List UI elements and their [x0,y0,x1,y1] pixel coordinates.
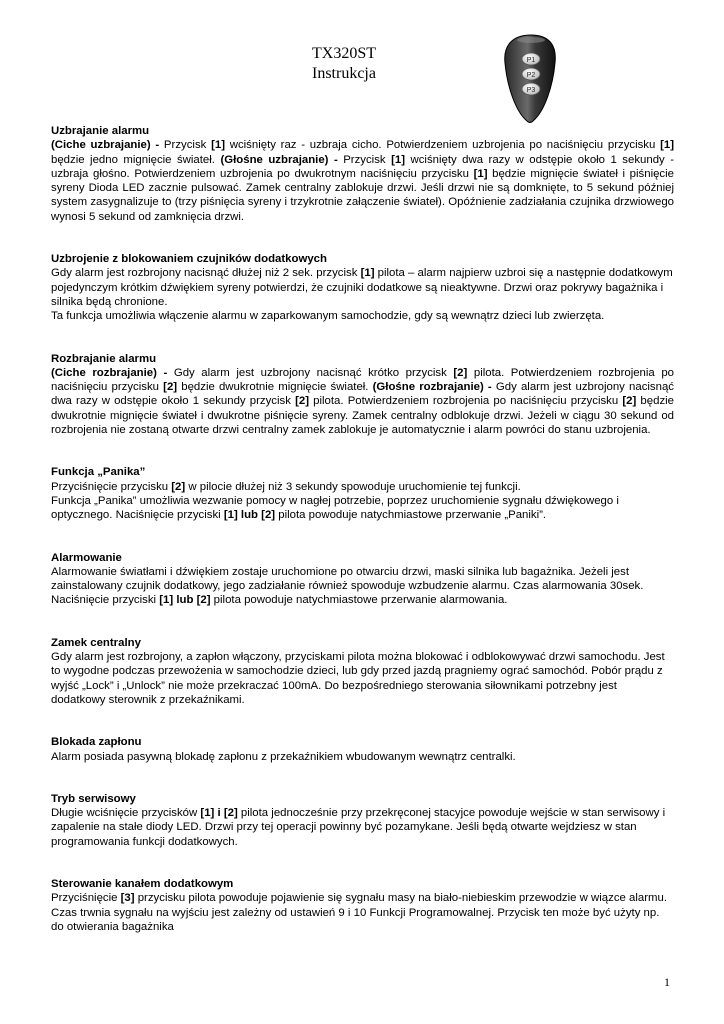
section-arming-blocked-sensors [51,252,674,323]
section-heading: Funkcja „Panika” [51,466,146,479]
section-text: Długie wciśnięcie przycisków [1] i [2] pilota jednocześnie przy przekręconej stacyjce powoduje wejście w stan serwisowy i zapalenie na stałe diody LED. Drzwi przy tej operacji powinny być pozamykane. Jeśli będą otwarte wejdziesz w stan programowania funkcji dodatkowych. [51,807,666,848]
section-text: Gdy alarm jest rozbrojony, a zapłon włączony, przyciskami pilota można blokować i odblokowywać drzwi samochodu. Jest to wygodne podczas przewożenia w samochodzie dzieci, lub gdy przed jazdą pragniemy ograć samochód. Pobór prądu z wyjść „Lock” i „Unlock” nie może przekraczać 100mA. Do bezpośredniego sterowania siłownikami potrzebny jest dodatkowy sterownik z przekaźnikami. [51,651,665,706]
section-heading: Uzbrajanie alarmu [51,125,150,137]
section-heading: Sterowanie kanałem dodatkowym [51,877,234,890]
section-text: Przyciśnięcie przycisku [2] w pilocie dłużej niż 3 sekundy spowoduje uruchomienie tej funkcji. [51,480,521,493]
remote-control-icon [497,33,565,123]
section-heading: Tryb serwisowy [51,792,136,805]
section-panic [51,465,674,522]
title-model: TX320ST [312,45,376,62]
section-text: Ta funkcja umożliwia włączenie alarmu w zaparkowanym samochodzie, gdy są wewnątrz dzieci lub zwierzęta. [51,310,605,323]
section-heading: Blokada zapłonu [51,736,142,749]
section-alarming [51,551,674,608]
document-title [0,44,688,84]
section-heading: Uzbrojenie z blokowaniem czujników dodatkowych [51,253,327,266]
section-text: (Ciche uzbrajanie) - Przycisk [1] wciśnięty raz - uzbraja cicho. Potwierdzeniem uzbrojenia po naciśnięciu przycisku [1] będzie jedno mignięcie świateł. (Głośne uzbrajanie) - Przycisk [1] wciśnięty dwa razy w odstępie około 1 sekundy - uzbraja głośno. Potwierdzeniem uzbrojenia po dwukrotnym naciśnięciu przycisku [1] będzie mignięcie świateł i piśnięcie syreny Dioda LED zacznie pulsować. Zamek centralny zablokuje drzwi. Jeśli drzwi nie są domknięte, to 5 sekund później system zasygnalizuje to (trzy piśnięcia syreny i trzykrotnie załączenie świateł). Opóźnienie zadziałania czujnika drzwiowego wynosi 5 sekund od zamknięcia drzwi. [51,139,675,223]
section-heading: Alarmowanie [51,551,122,564]
section-heading: Rozbrajanie alarmu [51,352,157,365]
remote-button-label: P2 [526,72,536,79]
section-text: Alarmowanie światłami i dźwiękiem zostaje uruchomione po otwarciu drzwi, maski silnika lub bagażnika. Jeżeli jest zainstalowany czujnik dodatkowy, jego zadziałanie również spowoduje wzbudzenie alarmu. Czas alarmowania 30sek. Naciśnięcie przyciski [1] lub [2] pilota powoduje natychmiastowe przerwanie alarmowania. [51,565,644,607]
section-central-lock [51,636,674,707]
section-service-mode [51,792,674,849]
section-text: Przyciśnięcie [3] przycisku pilota powoduje pojawienie się sygnału masy na biało-niebieskim przewodzie w wiązce alarmu. Czas trwnia sygnału na wyjściu jest zależny od ustawień 9 i 10 Funkcji Programowalnej. Przycisk ten może być użyty np. do otwierania bagażnika [51,892,668,933]
remote-button-label: P3 [526,87,536,94]
section-text: (Ciche rozbrajanie) - Gdy alarm jest uzbrojony nacisnąć krótko przycisk [2] pilota. Potwierdzeniem rozbrojenia po naciśnięciu przycisku [2] będzie dwukrotnie mignięcie świateł. (Głośne rozbrajanie) - Gdy alarm jest uzbrojony nacisnąć dwa razy w odstępie około 1 sekundy przycisk [2] pilota. Potwierdzeniem rozbrojenia po naciśnięciu przycisku [2] będzie dwukrotnie mignięcie świateł i dwukrotne piśnięcie syreny. Zamek centralny odblokuje drzwi. Jeżeli w ciągu 30 sekund od rozbrojenia nie zostaną otwarte drzwi centralny zamek zablokuje je automatycznie i alarm powróci do stanu uzbrojenia. [51,366,675,437]
page-number: 1 [664,975,670,989]
section-aux-channel [51,877,674,934]
section-text: Alarm posiada pasywną blokadę zapłonu z przekaźnikiem wbudowanym wewnątrz centralki. [51,750,516,763]
section-ignition-block [51,735,674,764]
document-body [51,124,674,934]
section-arming [51,124,674,224]
remote-control-image [497,33,565,123]
section-text: Funkcja „Panika” umożliwia wezwanie pomocy w nagłej potrzebie, poprzez uruchomienie sygnału dźwiękowego i optycznego. Naciśnięcie przyciski [1] lub [2] pilota powoduje natychmiastowe przerwanie „Paniki”. [51,494,619,522]
section-disarming [51,352,674,438]
section-heading: Zamek centralny [51,636,141,649]
section-text: Gdy alarm jest rozbrojony nacisnąć dłużej niż 2 sek. przycisk [1] pilota – alarm najpierw uzbroi się a następnie dodatkowym pojedynczym krótkim dźwiękiem syreny potwierdzi, że czujniki dodatkowe są nieaktywne. Drzwi oraz pokrywy bagażnika i silnika będą chronione. [51,267,673,308]
remote-button-label: P1 [526,57,536,64]
title-subtitle: Instrukcja [312,65,376,82]
